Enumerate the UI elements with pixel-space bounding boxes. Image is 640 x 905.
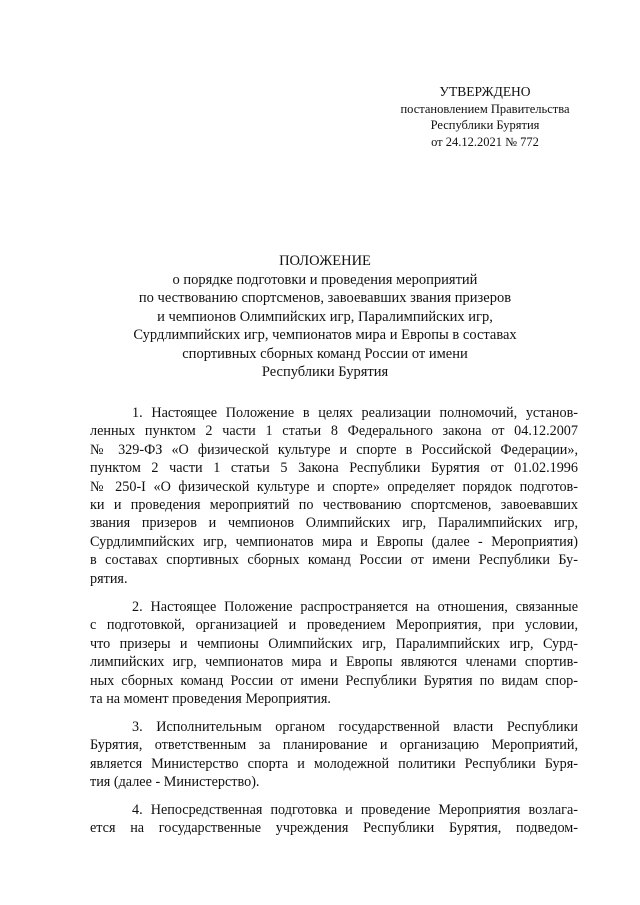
approval-stamp xyxy=(380,84,590,150)
paragraph-line: тия (далее - Министерство). xyxy=(90,774,260,791)
paragraph-line: 3. Исполнительным органом государственной власти Республики xyxy=(132,719,578,735)
title-line: о порядке подготовки и проведения мероприятий xyxy=(172,271,478,288)
paragraph-line: ленных пунктом 2 части 1 статьи 8 Федерального закона от 04.12.2007 xyxy=(90,423,578,440)
paragraph-line: звания призеров и чемпионов Олимпийских игр, Паралимпийских игр, xyxy=(90,515,578,532)
approval-heading: УТВЕРЖДЕНО xyxy=(439,84,531,99)
paragraph-line: № 250-I «О физической культуре и спорте» определяет порядок подготов- xyxy=(90,478,578,495)
paragraph-line: с подготовкой, организацией и проведением Мероприятия, при условии, xyxy=(90,617,578,634)
title-line: Сурдлимпийских игр, чемпионатов мира и Европы в составах xyxy=(133,327,517,343)
paragraph-line: является Министерство спорта и молодежной политики Республики Буря- xyxy=(90,755,578,772)
title-line: спортивных сборных команд России от имени xyxy=(182,345,468,362)
paragraph-line: ных сборных команд России от имени Республики Бурятия по видам спор- xyxy=(90,672,578,689)
paragraph-line: № 329-ФЗ «О физической культуре и спорте в Российской Федерации», xyxy=(90,441,578,458)
paragraph-line: пунктом 2 части 1 статьи 5 Закона Республики Бурятия от 01.02.1996 xyxy=(90,460,578,477)
approval-line-3: от 24.12.2021 № 772 xyxy=(431,134,539,149)
paragraph-line: 4. Непосредственная подготовка и проведение Мероприятия возлага- xyxy=(132,802,578,818)
paragraph-line: та на момент проведения Мероприятия. xyxy=(90,691,331,708)
title-line: и чемпионов Олимпийских игр, Паралимпийских игр, xyxy=(157,308,493,325)
paragraph-line: что призеры и чемпионы Олимпийских игр, Паралимпийских игр, Сурд- xyxy=(90,635,578,652)
paragraph-line: ки и проведения мероприятий по чествованию спортсменов, завоевавших xyxy=(90,497,578,514)
paragraph-line: Сурдлимпийских игр, чемпионатов мира и Европы (далее - Мероприятия) xyxy=(90,533,578,550)
paragraph-line: 1. Настоящее Положение в целях реализации полномочий, установ- xyxy=(132,405,578,421)
paragraph-line: в составах спортивных сборных команд России от имени Республики Бу- xyxy=(90,552,578,569)
paragraph-line: ется на государственные учреждения Республики Бурятия, подведом- xyxy=(90,820,578,837)
approval-line-2: Республики Бурятия xyxy=(430,118,540,132)
title-line: по чествованию спортсменов, завоевавших звания призеров xyxy=(138,290,512,306)
paragraph-line: 2. Настоящее Положение распространяется на отношения, связанные xyxy=(132,599,578,615)
paragraph-1 xyxy=(90,404,578,588)
paragraph-line: лимпийских игр, чемпионатов мира и Европы являются членами спортив- xyxy=(90,654,578,671)
paragraph-line: рятия. xyxy=(90,570,128,587)
title-heading: ПОЛОЖЕНИЕ xyxy=(279,253,371,269)
document-title xyxy=(70,252,580,382)
approval-line-1: постановлением Правительства xyxy=(400,101,570,116)
paragraph-4 xyxy=(90,801,578,838)
paragraph-line: Бурятия, ответственным за планирование и организацию Мероприятий, xyxy=(90,737,578,754)
title-line: Республики Бурятия xyxy=(261,364,389,380)
paragraph-3 xyxy=(90,718,578,792)
paragraph-2 xyxy=(90,598,578,708)
